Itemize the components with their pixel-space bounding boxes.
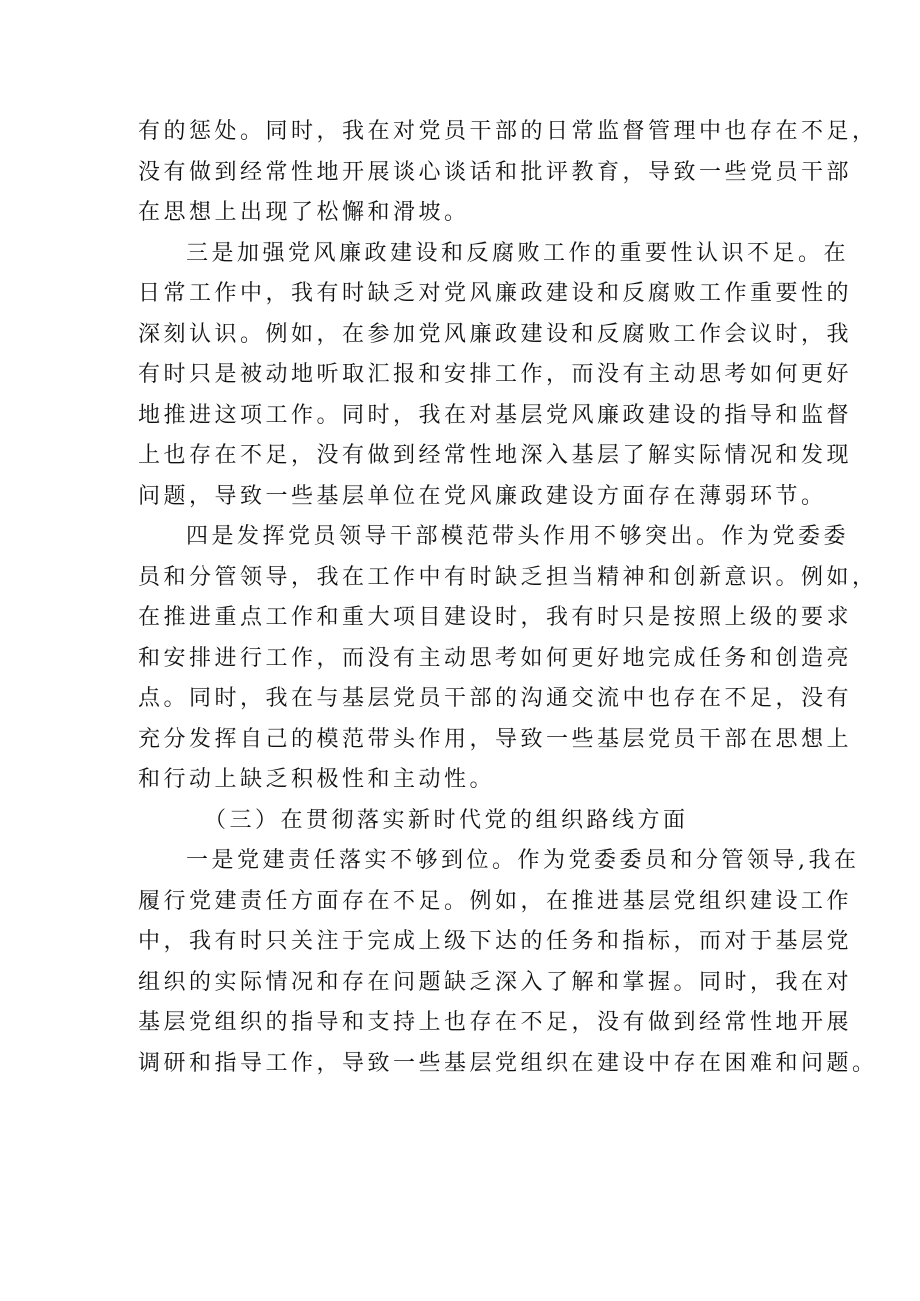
text-line: 基层党组织的指导和支持上也存在不足，没有做到经常性地开展 <box>138 1010 853 1035</box>
text-line: 四是发挥党员领导干部模范带头作用不够突出。作为党委委 <box>186 524 850 549</box>
text-line: 和安排进行工作，而没有主动思考如何更好地完成任务和创造亮 <box>138 645 853 671</box>
text-line: 三是加强党风廉政建设和反腐败工作的重要性认识不足。在 <box>186 240 850 266</box>
text-line: 履行党建责任方面存在不足。例如，在推进基层党组织建设工作 <box>138 888 853 914</box>
section-heading: （三）在贯彻落实新时代党的组织路线方面 <box>204 807 689 833</box>
paragraph-point-one <box>138 841 878 1084</box>
text-line: 日常工作中，我有时缺乏对党风廉政建设和反腐败工作重要性的 <box>138 281 853 306</box>
document-body <box>138 112 878 1084</box>
text-line: 点。同时，我在与基层党员干部的沟通交流中也存在不足，没有 <box>138 686 853 711</box>
text-line: 在思想上出现了松懈和滑坡。 <box>138 200 470 225</box>
text-line: 中，我有时只关注于完成上级下达的任务和指标，而对于基层党 <box>138 929 853 954</box>
text-line: 一是党建责任落实不够到位。作为党委委员和分管领导,我在 <box>186 848 860 873</box>
paragraph-point-three <box>138 234 853 518</box>
text-line: 充分发挥自己的模范带头作用，导致一些基层党员干部在思想上 <box>138 726 853 752</box>
text-line: 深刻认识。例如，在参加党风廉政建设和反腐败工作会议时，我 <box>138 321 853 347</box>
text-line: 调研和指导工作，导致一些基层党组织在建设中存在困难和问题。 <box>138 1050 878 1076</box>
text-line: 有时只是被动地听取汇报和安排工作，而没有主动思考如何更好 <box>138 362 853 387</box>
text-line: 上也存在不足，没有做到经常性地深入基层了解实际情况和发现 <box>138 443 853 468</box>
text-line: 组织的实际情况和存在问题缺乏深入了解和掌握。同时，我在对 <box>138 969 853 995</box>
paragraph-point-four <box>138 517 878 801</box>
text-line: 有的惩处。同时，我在对党员干部的日常监督管理中也存在不足， <box>138 119 878 144</box>
text-line: 问题，导致一些基层单位在党风廉政建设方面存在薄弱环节。 <box>138 483 827 509</box>
text-line: 员和分管领导，我在工作中有时缺乏担当精神和创新意识。例如， <box>138 564 878 590</box>
text-line: 没有做到经常性地开展谈心谈话和批评教育，导致一些党员干部 <box>138 159 853 185</box>
paragraph-continuation <box>138 112 878 234</box>
text-line: 在推进重点工作和重大项目建设时，我有时只是按照上级的要求 <box>138 605 853 630</box>
text-line: 地推进这项工作。同时，我在对基层党风廉政建设的指导和监督 <box>138 402 853 428</box>
text-line: 和行动上缺乏积极性和主动性。 <box>138 767 496 792</box>
